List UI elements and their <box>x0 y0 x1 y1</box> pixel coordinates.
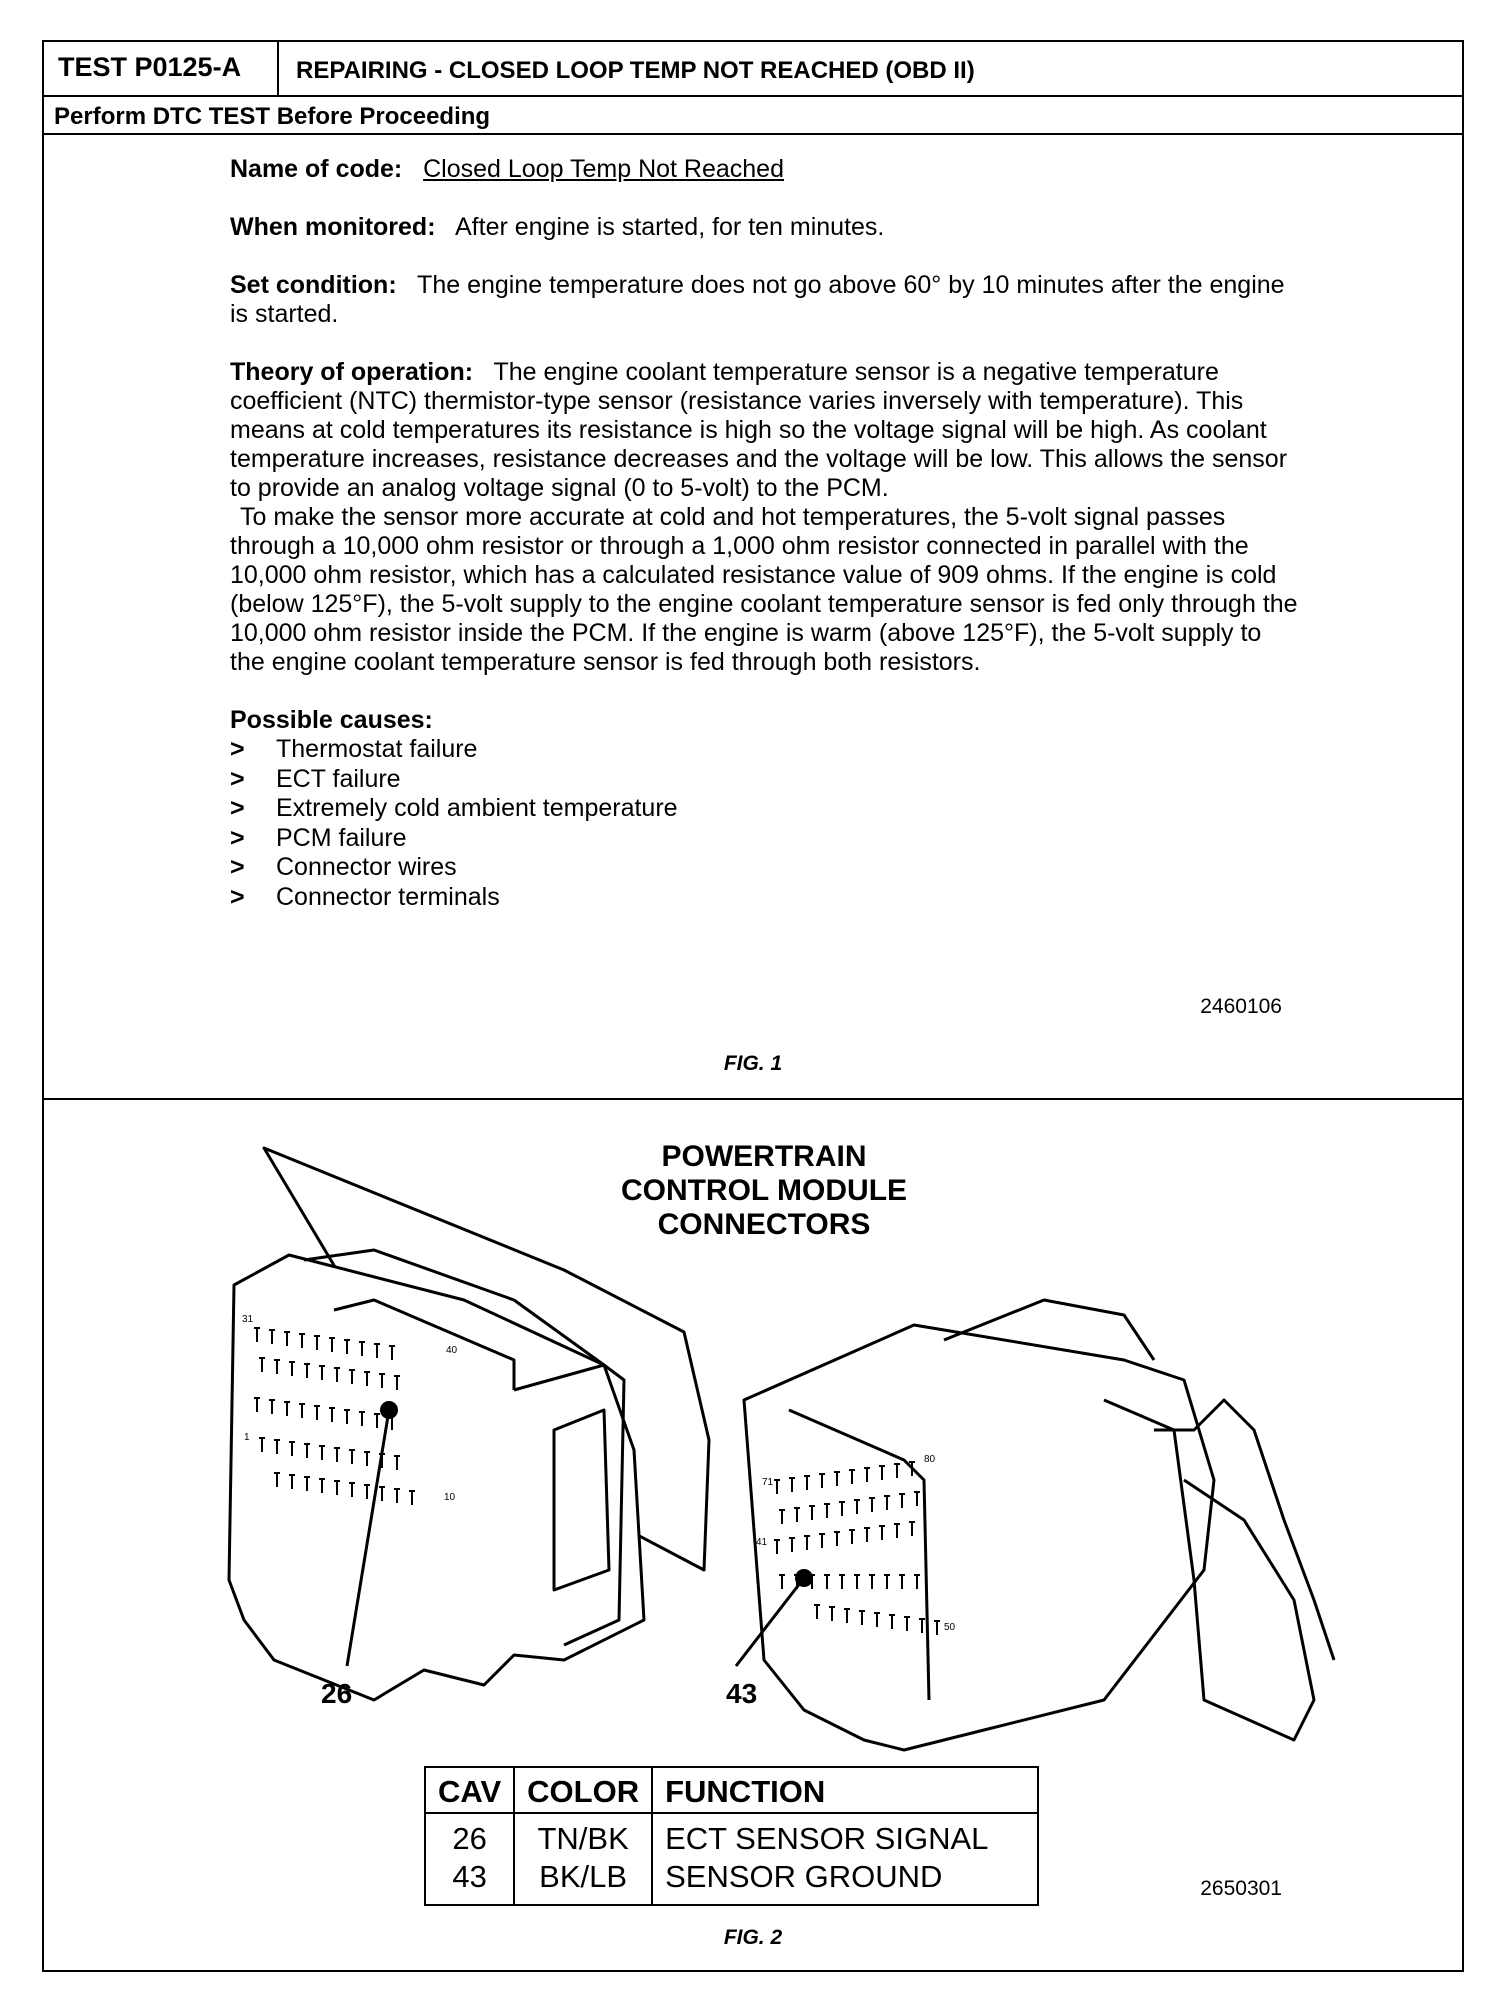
causes-label: Possible causes: <box>230 706 433 734</box>
callout-43: 43 <box>726 1678 758 1709</box>
name-of-code <box>230 155 1300 184</box>
test-header <box>44 42 1462 97</box>
table-header-row <box>425 1767 1038 1813</box>
figure-1-id: 2460106 <box>1200 995 1282 1018</box>
test-id: TEST P0125-A <box>44 42 279 95</box>
header-function: FUNCTION <box>652 1767 1038 1813</box>
list-item <box>230 735 1300 765</box>
pin-label-50: 50 <box>944 1622 956 1633</box>
bullet: > <box>230 794 245 822</box>
pin-label-41: 41 <box>756 1537 768 1548</box>
diagram-title-line: CONNECTORS <box>657 1208 871 1241</box>
bullet: > <box>230 853 245 881</box>
diagram-title <box>544 1140 984 1242</box>
monitored-label: When monitored: <box>230 213 436 241</box>
cell-function: ECT SENSOR SIGNAL <box>665 1821 989 1856</box>
set-label: Set condition: <box>230 271 397 299</box>
possible-causes <box>230 706 1300 912</box>
cell-cav: 26 <box>425 1813 514 1858</box>
bullet: > <box>230 823 245 852</box>
pin-label-31: 31 <box>242 1314 254 1325</box>
table-row <box>425 1858 1038 1905</box>
cause-text: Extremely cold ambient temperature <box>276 794 678 822</box>
theory-para-1 <box>230 358 1300 503</box>
set-value: The engine temperature does not go above 60° by 10 minutes after the engine is started. <box>230 271 1285 328</box>
instruction-line: Perform DTC TEST Before Proceeding <box>44 97 1462 135</box>
pin-label-10: 10 <box>444 1492 456 1503</box>
diagram-title-line: POWERTRAIN <box>661 1140 867 1173</box>
figure-1-panel <box>44 135 1462 1100</box>
cause-text: ECT failure <box>276 764 401 793</box>
cell-cav: 43 <box>425 1858 514 1905</box>
pin-label-40: 40 <box>446 1345 458 1356</box>
list-item <box>230 765 1300 795</box>
name-label: Name of code: <box>230 155 403 183</box>
cause-text: Connector terminals <box>276 882 500 911</box>
header-color: COLOR <box>514 1767 652 1813</box>
list-item <box>230 883 1300 913</box>
theory-of-operation <box>230 358 1300 677</box>
bullet: > <box>230 764 245 793</box>
list-item <box>230 853 1300 883</box>
causes-list <box>230 735 1300 912</box>
pin-label-80: 80 <box>924 1454 936 1465</box>
when-monitored <box>230 213 1300 242</box>
theory-label: Theory of operation: <box>230 358 474 386</box>
cause-text: Thermostat failure <box>276 735 478 763</box>
figure-2-panel <box>44 1100 1462 1972</box>
monitored-value: After engine is started, for ten minutes. <box>455 213 885 241</box>
table-row <box>425 1813 1038 1858</box>
cause-text: Connector wires <box>276 853 457 881</box>
callout-26: 26 <box>321 1678 353 1709</box>
list-item <box>230 794 1300 824</box>
bullet: > <box>230 735 245 763</box>
right-connector-housing <box>744 1325 1214 1750</box>
theory-text-1: The engine coolant temperature sensor is a negative temperature coefficient (NTC) thermistor-type sensor (resistance varies inversely with temperature). This means at cold temperatures its resistance is high so the voltage signal will be high. As coolant temperature increases, resistance decreases and the voltage will be low. This allows the sensor to provide an analog voltage signal (0 to 5-volt) to the PCM. <box>230 358 1288 502</box>
bullet: > <box>230 882 245 911</box>
set-condition <box>230 271 1300 329</box>
code-description <box>230 155 1300 912</box>
test-title: REPAIRING - CLOSED LOOP TEMP NOT REACHED (OBD II) <box>296 57 975 84</box>
cavity-table <box>424 1766 1039 1906</box>
figure-1-caption: FIG. 1 <box>723 1052 783 1075</box>
header-cav: CAV <box>425 1767 514 1813</box>
cause-text: PCM failure <box>276 823 407 852</box>
figure-2-id: 2650301 <box>1200 1877 1282 1900</box>
figure-2-caption: FIG. 2 <box>723 1926 783 1949</box>
list-item <box>230 824 1300 854</box>
name-value: Closed Loop Temp Not Reached <box>423 155 784 183</box>
cell-function: SENSOR GROUND <box>665 1859 943 1894</box>
document-page <box>42 40 1464 1972</box>
diagram-title-line: CONTROL MODULE <box>620 1174 908 1207</box>
theory-para-2: To make the sensor more accurate at cold and hot temperatures, the 5-volt signal passes through a 10,000 ohm resistor or through a 1,000 ohm resistor connected in parallel with the 10,000 ohm resistor, which has a calculated resistance value of 909 ohms. If the engine is cold (below 125°F), the 5-volt supply to the engine coolant temperature sensor is fed only through the 10,000 ohm resistor inside the PCM. If the engine is warm (above 125°F), the 5-volt supply to the engine coolant temperature sensor is fed through both resistors. <box>230 503 1298 676</box>
pin-label-71: 71 <box>762 1477 774 1488</box>
cell-color: BK/LB <box>514 1858 652 1905</box>
pin-label-1: 1 <box>244 1432 250 1443</box>
cell-color: TN/BK <box>514 1813 652 1858</box>
